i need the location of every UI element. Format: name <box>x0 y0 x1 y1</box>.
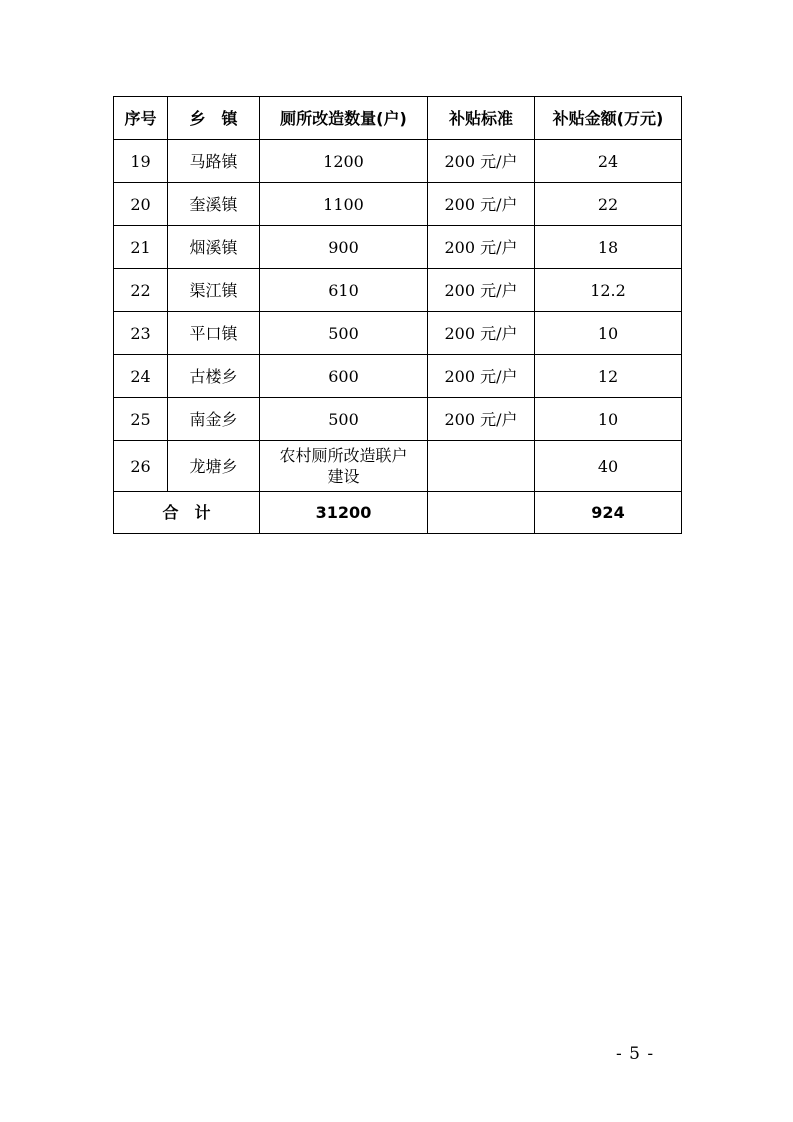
cell-amount: 22 <box>535 183 682 226</box>
table-row <box>114 355 682 398</box>
header-standard: 补贴标准 <box>428 97 535 140</box>
cell-town: 奎溪镇 <box>168 183 260 226</box>
cell-town: 渠江镇 <box>168 269 260 312</box>
header-amount: 补贴金额(万元) <box>535 97 682 140</box>
table-header-row <box>114 97 682 140</box>
cell-town: 南金乡 <box>168 398 260 441</box>
cell-count: 1100 <box>260 183 428 226</box>
cell-count: 610 <box>260 269 428 312</box>
cell-no: 25 <box>114 398 168 441</box>
total-standard <box>428 492 535 534</box>
total-count: 31200 <box>260 492 428 534</box>
cell-standard: 200 元/户 <box>428 140 535 183</box>
cell-town: 烟溪镇 <box>168 226 260 269</box>
cell-no: 23 <box>114 312 168 355</box>
cell-standard: 200 元/户 <box>428 269 535 312</box>
cell-no: 20 <box>114 183 168 226</box>
subsidy-table <box>113 96 682 534</box>
cell-standard: 200 元/户 <box>428 183 535 226</box>
cell-town: 平口镇 <box>168 312 260 355</box>
cell-amount: 12.2 <box>535 269 682 312</box>
cell-standard: 200 元/户 <box>428 226 535 269</box>
cell-count: 1200 <box>260 140 428 183</box>
cell-town: 龙塘乡 <box>168 441 260 492</box>
cell-count-line1: 农村厕所改造联户 <box>279 446 408 465</box>
header-no: 序号 <box>114 97 168 140</box>
table-row <box>114 226 682 269</box>
cell-amount: 12 <box>535 355 682 398</box>
table-row <box>114 183 682 226</box>
header-town: 乡 镇 <box>168 97 260 140</box>
cell-count: 900 <box>260 226 428 269</box>
cell-count <box>260 441 428 492</box>
table-row <box>114 398 682 441</box>
cell-no: 21 <box>114 226 168 269</box>
cell-amount: 18 <box>535 226 682 269</box>
cell-town: 马路镇 <box>168 140 260 183</box>
table-row <box>114 441 682 492</box>
total-row <box>114 492 682 534</box>
table-row <box>114 312 682 355</box>
cell-count: 500 <box>260 398 428 441</box>
table-row <box>114 140 682 183</box>
cell-no: 26 <box>114 441 168 492</box>
cell-standard: 200 元/户 <box>428 312 535 355</box>
cell-count: 600 <box>260 355 428 398</box>
cell-no: 19 <box>114 140 168 183</box>
cell-no: 22 <box>114 269 168 312</box>
cell-amount: 24 <box>535 140 682 183</box>
cell-standard: 200 元/户 <box>428 398 535 441</box>
cell-standard <box>428 441 535 492</box>
cell-no: 24 <box>114 355 168 398</box>
header-count: 厕所改造数量(户) <box>260 97 428 140</box>
table-row <box>114 269 682 312</box>
cell-count-line2: 建设 <box>327 467 360 486</box>
cell-count: 500 <box>260 312 428 355</box>
cell-town: 古楼乡 <box>168 355 260 398</box>
cell-amount: 40 <box>535 441 682 492</box>
total-label: 合 计 <box>114 492 260 534</box>
total-amount: 924 <box>535 492 682 534</box>
cell-amount: 10 <box>535 398 682 441</box>
page-number: - 5 - <box>616 1044 655 1064</box>
cell-amount: 10 <box>535 312 682 355</box>
cell-standard: 200 元/户 <box>428 355 535 398</box>
